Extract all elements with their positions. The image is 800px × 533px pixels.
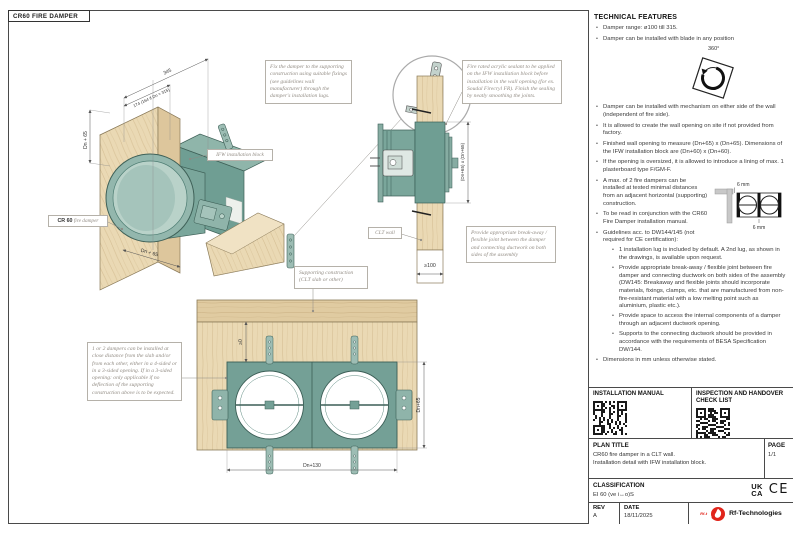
rev-value: A xyxy=(593,513,597,519)
plan-title-label: PLAN TITLE xyxy=(593,442,629,449)
front-view xyxy=(181,289,427,474)
note-supporting-construction: Supporting construction (CLT slab or other) xyxy=(294,266,368,289)
classification-label: CLASSIFICATION xyxy=(593,482,645,489)
date-cell xyxy=(619,503,688,524)
technical-features-heading: TECHNICAL FEATURES xyxy=(594,14,678,21)
inspection-checklist-cell xyxy=(691,388,793,438)
ce-mark: CE xyxy=(768,482,789,497)
inspection-checklist-heading: INSPECTION AND HANDOVER CHECK LIST xyxy=(696,391,784,404)
note-fixing: Fix the damper to the supporting construction using suitable fixings (see guidelines wall manufacturer) through the damper's installation lugs. xyxy=(265,60,352,104)
date-value: 18/11/2025 xyxy=(624,513,653,519)
conformity-marks xyxy=(751,482,789,497)
revision-row xyxy=(589,502,793,524)
damper-mechanism-section xyxy=(370,150,413,176)
tech-bullet: • Damper can be installed with blade in any position xyxy=(596,36,787,44)
tech-bullet xyxy=(596,230,787,355)
label-ifw-block: IFW installation block xyxy=(207,149,273,161)
label-clt-wall: CLT wall xyxy=(368,227,402,239)
dim-depth: ≥100 xyxy=(424,263,436,269)
date-label: DATE xyxy=(624,505,640,511)
tech-bullet: • Damper can be installed with mechanism on either side of the wall (independent of fire side). xyxy=(596,104,787,119)
classification-row xyxy=(589,478,793,502)
tech-bullet: • Damper range: ø100 till 315. xyxy=(596,25,787,33)
rotation-figure xyxy=(594,46,787,102)
note-two-dampers: 1 or 2 dampers can be installed at close distance from the slab and/or from each other, either in a 4-sided or in a 3-sided opening. If in a 3-sided opening: only applicable if no deflection of the supporting construction above is to be expected. xyxy=(87,342,182,401)
damper-spigot-right xyxy=(452,158,458,168)
qr-code-installation-manual xyxy=(593,401,627,435)
brand-cell xyxy=(688,503,793,524)
damper-flange-ring-left xyxy=(378,124,383,202)
tech-bullet: • It is allowed to create the wall opening on site if not provided from factory. xyxy=(596,123,787,138)
ukca-line2: CA xyxy=(751,488,763,498)
label-cr60-bold: CR 60 xyxy=(57,217,73,224)
damper-left-front xyxy=(236,371,304,439)
ukca-line1: UK xyxy=(751,481,763,491)
tech-bullet-text: A max. of 2 fire dampers can be installed at tested minimal distances from an adjacent horizontal (supporting) construction. xyxy=(603,177,708,207)
page-value: 1/1 xyxy=(768,452,777,458)
dim-dn65-bottom: Dn + 65 xyxy=(139,247,159,259)
tech-sub-bullet: • 1 installation lug is included by default. A 2nd lug, as shown in the drawings, is available upon request. xyxy=(612,247,787,262)
technical-features-list xyxy=(594,25,787,43)
classification-value: EI 60 (ve i↔o)S xyxy=(593,492,634,498)
plan-title-row xyxy=(589,438,793,478)
rev-cell xyxy=(589,503,619,524)
label-cr60-rest: fire damper xyxy=(72,217,99,224)
dim-345: 345 xyxy=(162,67,173,77)
installation-lug-front xyxy=(287,234,294,268)
tech-bullet-text: Guidelines acc. to DW144/145 (not required for CE certification): xyxy=(603,229,695,244)
supporting-slab xyxy=(197,300,417,322)
tech-bullet: • If the opening is oversized, it is allowed to introduce a lining of max. 1 plasterboard type F/GM-F. xyxy=(596,159,787,174)
page-label: PAGE xyxy=(768,442,786,449)
installation-manual-heading: INSTALLATION MANUAL xyxy=(593,391,664,397)
damper-mouth xyxy=(117,165,175,231)
brand-short: Rf-t xyxy=(700,511,708,516)
brand-name: Rf-Technologies xyxy=(729,510,782,517)
mechanism-left-front xyxy=(212,390,228,420)
tech-bullet: • Dimensions in mm unless otherwise stated. xyxy=(596,357,787,365)
tech-sub-bullet: • Provide space to access the internal components of a damper through an adjacent ductwork opening. xyxy=(612,313,787,328)
rotation-icon xyxy=(690,52,736,100)
manuals-row xyxy=(589,387,793,438)
plan-title-line1: CR60 fire damper in a CLT wall. xyxy=(593,452,675,458)
dim-height: Dn+65 xyxy=(416,397,422,413)
guidelines-sublist xyxy=(603,247,787,354)
dim-width: Dn+130 xyxy=(303,463,321,469)
tech-sub-bullet: • Provide appropriate break-away / flexible joint between fire damper and connecting ductwork on both sides of the assembly (DW145: Breakaway and flexible joints should incorporate materials, fixings, clamps, etc. that are manufactured from non-fire-resistant material with a low melting point such as aluminium, plastic etc.). xyxy=(612,265,787,311)
note-sealant: Fire rated acrylic sealant to be applied on the IFW installation block before installation in the wall opening (for ex. Soudal Firecryl FR). Finish the sealing by neatly smoothing the joints. xyxy=(462,60,562,104)
ukca-mark xyxy=(751,483,762,497)
dim-gap: ≥0 xyxy=(238,339,244,345)
damper-ring-right-2 xyxy=(449,137,452,188)
technical-features-list-2 xyxy=(594,104,787,365)
plan-title-cell xyxy=(589,439,764,479)
info-panel xyxy=(588,10,792,524)
rf-technologies-logo-icon xyxy=(710,506,726,522)
technical-features xyxy=(589,10,792,365)
mechanism-right-front xyxy=(396,390,412,420)
dim-opening: (Dn+65) x (Dn+65) xyxy=(460,142,465,182)
tech-bullet: • Finished wall opening to measure (Dn+65) x (Dn+65). Dimensions of the IFW installation block are (Dn+60) x (Dn+60). xyxy=(596,141,787,156)
gap-top-label: • 6 mm xyxy=(737,181,750,188)
qr-code-inspection-checklist xyxy=(696,408,730,442)
damper-ring-right-1 xyxy=(445,133,449,192)
plan-title-line2: Installation detail with IFW installation block. xyxy=(593,459,707,466)
tech-bullet: • To be read in conjunction with the CR60 Fire Damper installation manual. xyxy=(596,211,787,226)
note-breakaway: Provide appropriate break-away / flexible joint between the damper and connecting ductwork on both sides of the assembly xyxy=(466,226,556,263)
ifw-block-section xyxy=(415,122,445,203)
dim-174: 174 (164 if Dn = 315) xyxy=(132,87,171,109)
rotation-label: 360° xyxy=(708,46,720,53)
page-cell xyxy=(764,439,793,479)
dim-dn65-left: Dn + 65 xyxy=(83,131,89,149)
damper-right-front xyxy=(321,371,389,439)
installation-manual-cell xyxy=(589,388,691,438)
gap-bottom-label: 6 mm xyxy=(752,224,766,231)
rev-label: REV xyxy=(593,505,605,511)
tech-sub-bullet: • Supports to the connecting ductwork should be provided in accordance with the requirements of BESA Specification DW/144. xyxy=(612,331,787,354)
document-title: CR60 FIRE DAMPER xyxy=(8,10,90,22)
label-cr60-damper xyxy=(48,215,108,227)
